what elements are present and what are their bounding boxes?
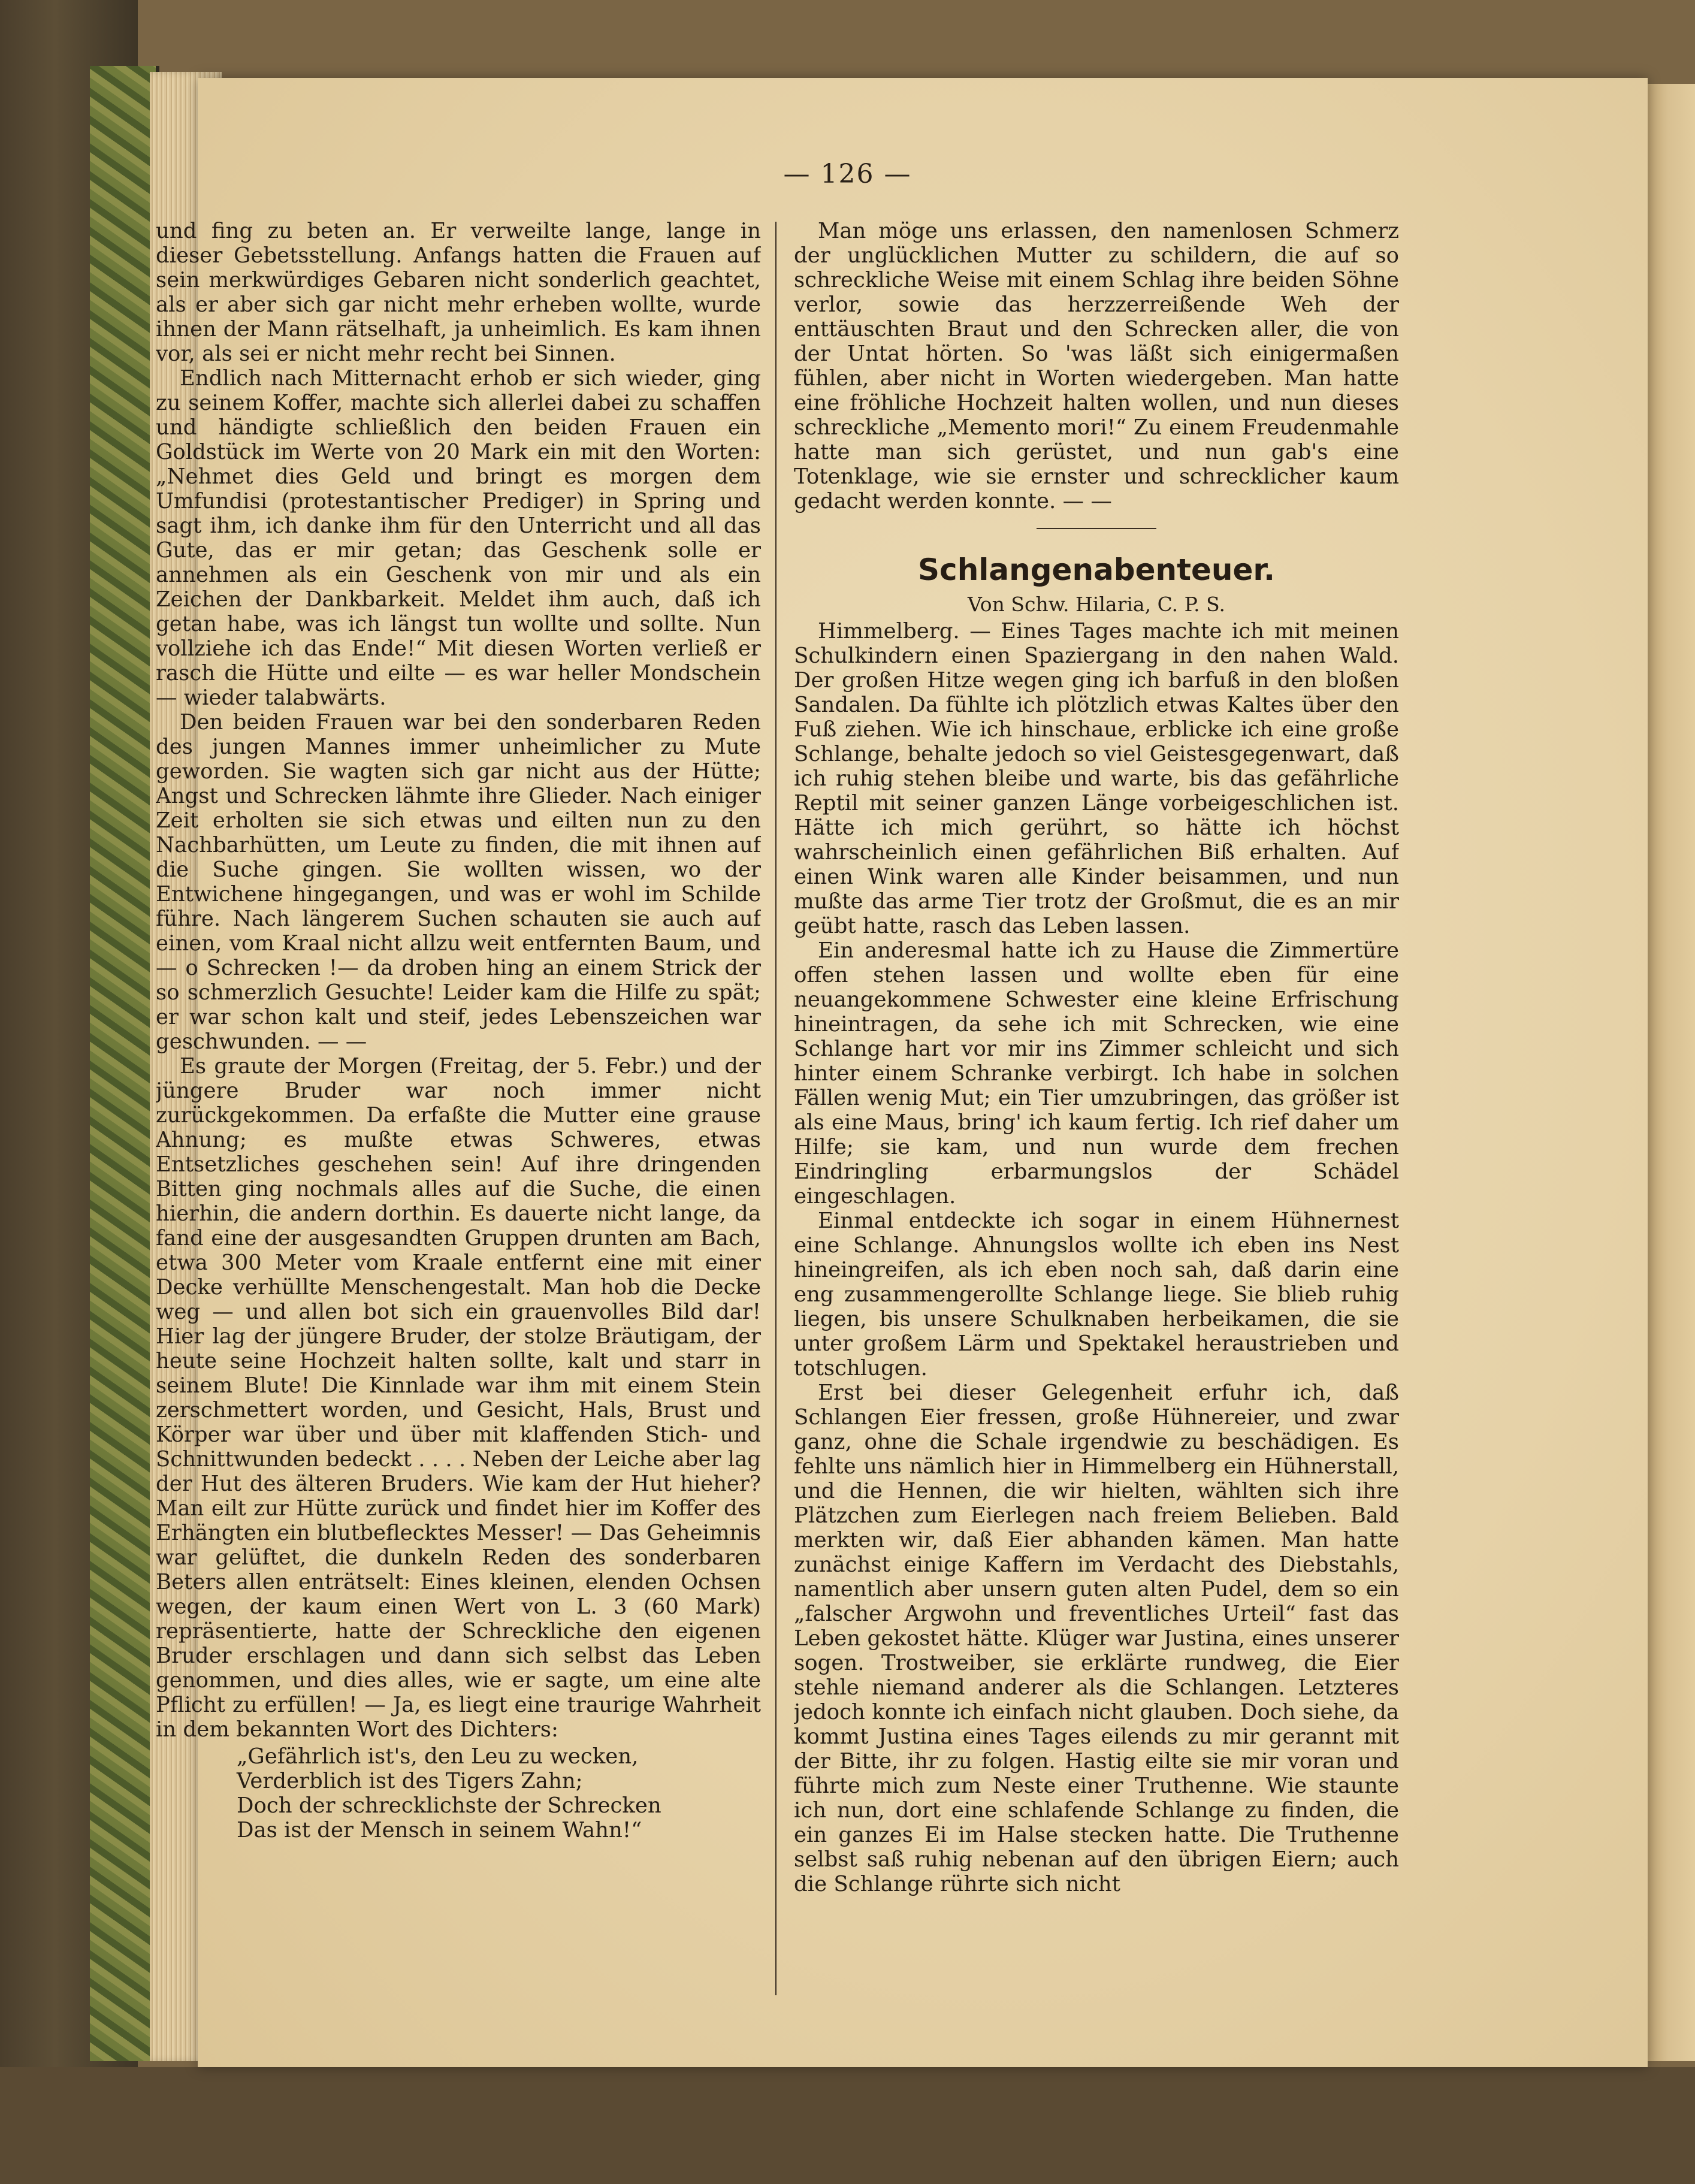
paragraph: Man möge uns erlassen, den namenlosen Schmerz der unglücklichen Mutter zu schildern, die auf so schreckliche Weise mit einem Schlag ihre beiden Söhne verlor, sowie das herzzerreißende Weh der enttäuschten Braut und den Schrecken aller, die von der Untat hörten. So 'was läßt sich einigermaßen fühlen, aber nicht in Worten wiedergeben. Man hatte eine fröhliche Hochzeit halten wollen, und nun dieses schreckliche „Memento mori!“ Zu einem Freudenmahle hatte man sich gerüstet, und nun gab's eine Totenklage, wie sie ernster und schrecklicher kaum gedacht werden konnte. — — <box>794 219 1399 513</box>
paragraph: Einmal entdeckte ich sogar in einem Hühnernest eine Schlange. Ahnungslos wollte ich eben ins Nest hineingreifen, als ich eben noch sah, daß darin eine eng zusammengerollte Schlange liege. Sie blieb ruhig liegen, bis unsere Schulknaben herbeikamen, die sie unter großem Lärm und Spektakel heraustrieben und totschlugen. <box>794 1209 1399 1381</box>
paragraph: Ein anderesmal hatte ich zu Hause die Zimmertüre offen stehen lassen und wollte eben für eine neuangekommene Schwester eine kleine Erfrischung hineintragen, da sehe ich mit Schrecken, wie eine Schlange hart vor mir ins Zimmer schleicht und sich hinter einem Schranke verbirgt. Ich habe in solchen Fällen wenig Mut; ein Tier umzubringen, das größer ist als eine Maus, bring' ich kaum fertig. Ich rief daher um Hilfe; sie kam, und nun wurde dem frechen Eindringling erbarmungslos der Schädel eingeschlagen. <box>794 938 1399 1209</box>
poem-line: Das ist der Mensch in seinem Wahn!“ <box>237 1818 642 1842</box>
paragraph: Den beiden Frauen war bei den sonderbaren Reden des jungen Mannes immer unheimlicher zu Mute geworden. Sie wagten sich gar nicht aus der Hütte; Angst und Schrecken lähmte ihre Glieder. Nach einiger Zeit erholten sie sich etwas und eilten nun zu den Nachbarhütten, um Leute zu finden, die mit ihnen auf die Suche gingen. Sie wollten wissen, wo der Entwichene hingegangen, und was er wohl im Schilde führe. Nach längerem Suchen schauten sie auch auf einen, vom Kraal nicht allzu weit entfernten Baum, und — o Schrecken !— da droben hing an einem Strick der so schmerzlich Gesuchte! Leider kam die Hilfe zu spät; er war schon kalt und steif, jedes Lebenszeichen war geschwunden. — — <box>156 710 761 1054</box>
article-byline: Von Schw. Hilaria, C. P. S. <box>967 593 1226 616</box>
poem-line: „Gefährlich ist's, den Leu zu wecken, <box>237 1744 639 1769</box>
poem-line: Verderblich ist des Tigers Zahn; <box>237 1769 583 1793</box>
poem-line: Doch der schrecklichste der Schrecken <box>237 1793 661 1818</box>
paragraph: Endlich nach Mitternacht erhob er sich wieder, ging zu seinem Koffer, machte sich allerlei dabei zu schaffen und händigte schließlich den beiden Frauen ein Goldstück im Werte von 20 Mark ein mit den Worten: „Nehmet dies Geld und bringt es morgen dem Umfundisi (protestantischer Prediger) in Spring und sagt ihm, ich danke ihm für den Unterricht und all das Gute, das er mir getan; das Geschenk solle er annehmen als ein Geschenk von mir und als ein Zeichen der Dankbarkeit. Meldet ihm auch, daß ich getan habe, was ich längst tun wollte und sollte. Nun vollziehe ich das Ende!“ Mit diesen Worten verließ er rasch die Hütte und eilte — es war heller Mondschein — wieder talabwärts. <box>156 366 761 710</box>
column-divider <box>775 222 777 1995</box>
poem-quote <box>237 1744 761 1842</box>
paragraph: Es graute der Morgen (Freitag, der 5. Febr.) und der jüngere Bruder war noch immer nicht zurückgekommen. Da erfaßte die Mutter eine grause Ahnung; es mußte etwas Schweres, etwas Entsetzliches geschehen sein! Auf ihre dringenden Bitten ging nochmals alles auf die Suche, die einen hierhin, die andern dorthin. Es dauerte nicht lange, da fand eine der ausgesandten Gruppen drunten am Bach, etwa 300 Meter vom Kraale entfernt eine mit einer Decke verhüllte Menschengestalt. Man hob die Decke weg — und allen bot sich ein grauenvolles Bild dar! Hier lag der jüngere Bruder, der stolze Bräutigam, der heute seine Hochzeit halten sollte, kalt und starr in seinem Blute! Die Kinnlade war ihm mit einem Stein zerschmettert worden, und Gesicht, Hals, Brust und Körper war über und über mit klaffenden Stich- und Schnittwunden bedeckt . . . . Neben der Leiche aber lag der Hut des älteren Bruders. Wie kam der Hut hieher? Man eilt zur Hütte zurück und findet hier im Koffer des Erhängten ein blutbeflecktes Messer! — Das Geheimnis war gelüftet, die dunkeln Reden des sonderbaren Beters allen enträtselt: Eines kleinen, elenden Ochsen wegen, der kaum einen Wert von L. 3 (60 Mark) repräsentierte, hatte der Schreckliche den eigenen Bruder erschlagen und dann sich selbst das Leben genommen, und dies alles, wie er sagte, um eine alte Pflicht zu erfüllen! — Ja, es liegt eine traurige Wahrheit in dem bekannten Wort des Dichters: <box>156 1054 761 1742</box>
section-divider <box>1037 528 1156 529</box>
marbled-book-edge <box>90 66 159 2061</box>
page-number: — 126 — <box>783 159 912 189</box>
left-column <box>156 219 761 2004</box>
paragraph: Himmelberg. — Eines Tages machte ich mit meinen Schulkindern einen Spaziergang in den nahen Wald. Der großen Hitze wegen ging ich barfuß in den bloßen Sandalen. Da fühlte ich plötzlich etwas Kaltes über den Fuß ziehen. Wie ich hinschaue, erblicke ich eine große Schlange, behalte jedoch so viel Geistesgegenwart, daß ich ruhig stehen bleibe und warte, bis das gefährliche Reptil mit seiner ganzen Länge vorbeigeschlichen ist. Hätte ich mich gerührt, so hätte ich höchst wahrscheinlich einen gefährlichen Biß erhalten. Auf einen Wink waren alle Kinder beisammen, und nun mußte das arme Tier trotz der Großmut, die es an mir geübt hatte, rasch das Leben lassen. <box>794 619 1399 938</box>
paragraph: Erst bei dieser Gelegenheit erfuhr ich, daß Schlangen Eier fressen, große Hühnereier, und zwar ganz, ohne die Schale irgendwie zu beschädigen. Es fehlte uns nämlich hier in Himmelberg ein Hühnerstall, und die Hennen, die wir hielten, wählten sich ihre Plätzchen zum Eierlegen nach freiem Belieben. Bald merkten wir, daß Eier abhanden kämen. Man hatte zunächst einige Kaffern im Verdacht des Diebstahls, namentlich aber unsern guten alten Pudel, dem so ein „falscher Argwohn und freventliches Urteil“ fast das Leben gekostet hätte. Klüger war Justina, eines unserer sogen. Trostweiber, sie erklärte rundweg, die Eier stehle niemand anderer als die Schlangen. Letzteres jedoch konnte ich einfach nicht glauben. Doch siehe, da kommt Justina eines Tages eilends zu mir gerannt mit der Bitte, ihr zu folgen. Hastig eilte sie mir voran und führte mich zum Neste einer Truthenne. Wie staunte ich nun, dort eine schlafende Schlange zu finden, die ein ganzes Ei im Halse stecken hatte. Die Truthenne selbst saß ruhig nebenan auf den übrigen Eiern; auch die Schlange rührte sich nicht <box>794 1381 1399 1896</box>
paragraph: und fing zu beten an. Er verweilte lange, lange in dieser Gebetsstellung. Anfangs hatten die Frauen auf sein merkwürdiges Gebaren nicht sonderlich geachtet, als er aber sich gar nicht mehr erheben wollte, wurde ihnen der Mann rätselhaft, ja unheimlich. Es kam ihnen vor, als sei er nicht mehr recht bei Sinnen. <box>156 219 761 366</box>
right-column <box>794 219 1399 2004</box>
bottom-shadow <box>0 2067 1695 2184</box>
adjacent-page-edge <box>1642 84 1695 2061</box>
article-title: Schlangenabenteuer. <box>918 552 1275 587</box>
